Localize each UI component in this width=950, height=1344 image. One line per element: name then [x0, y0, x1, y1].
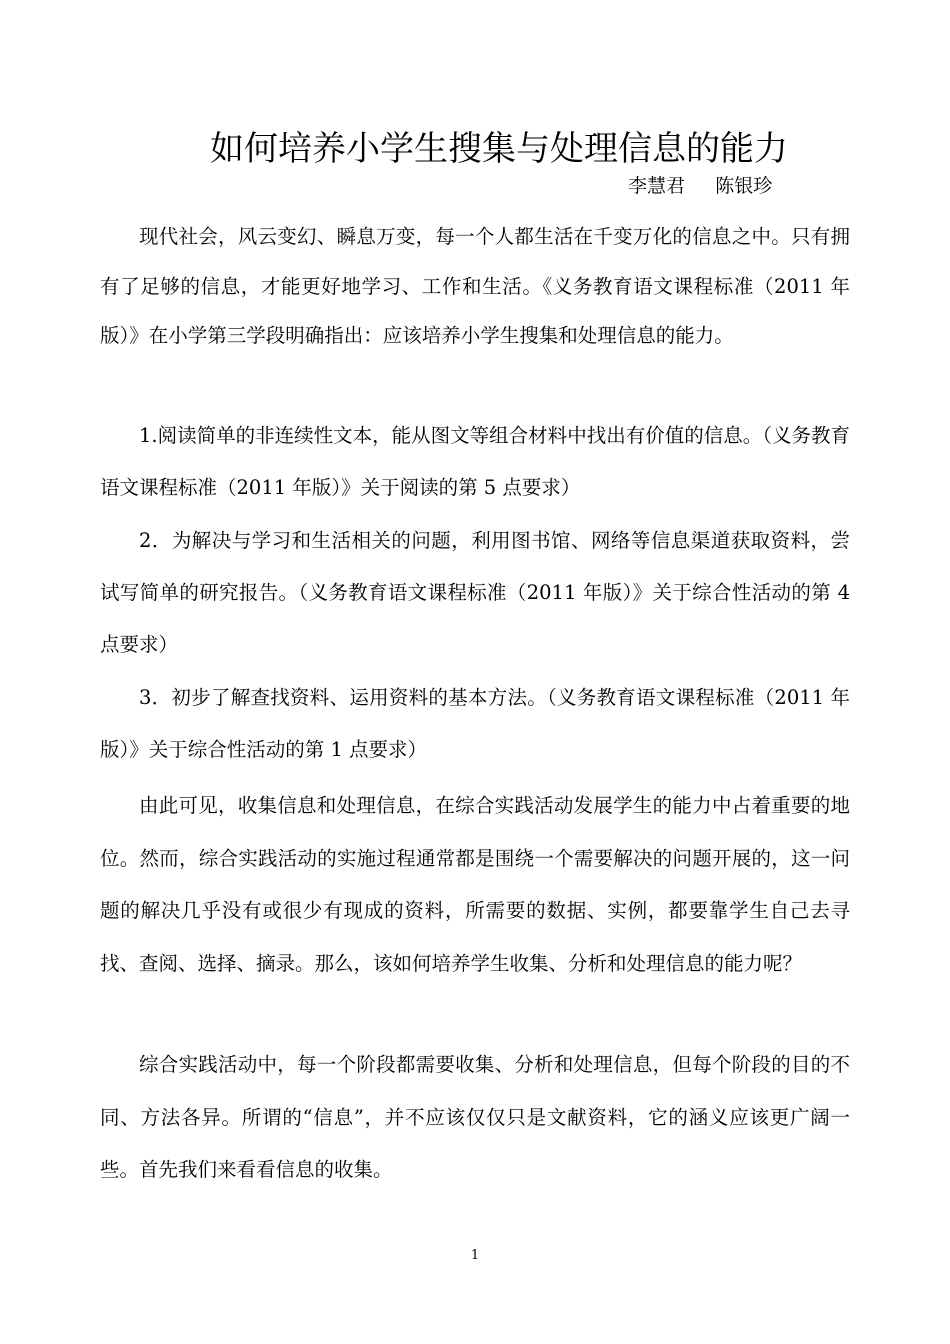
paragraph-collection: 综合实践活动中，每一个阶段都需要收集、分析和处理信息，但每个阶段的目的不同、方法各异。所谓的“信息”，并不应该仅仅只是文献资料，它的涵义应该更广阔一些。首先我们来看看信息的收集。	[100, 1053, 850, 1181]
paragraph-requirement-2: 2．为解决与学习和生活相关的问题，利用图书馆、网络等信息渠道获取资料，尝试写简单的研究报告。（义务教育语文课程标准（2011 年版）》关于综合性活动的第 4 点要求）	[100, 529, 850, 656]
paragraph-discussion: 由此可见，收集信息和处理信息，在综合实践活动发展学生的能力中占着重要的地位。然而，综合实践活动的实施过程通常都是围绕一个需要解决的问题开展的，这一问题的解决几乎没有或很少有现成的资料，所需要的数据、实例，都要靠学生自己去寻找、查阅、选择、摘录。那么，该如何培养学生收集、分析和处理信息的能力呢？	[100, 794, 850, 975]
author-names: 李慧君 陈银珍	[628, 175, 773, 197]
paragraph-requirement-1: 1.阅读简单的非连续性文本，能从图文等组合材料中找出有价值的信息。（义务教育语文课程标准（2011 年版）》关于阅读的第 5 点要求）	[100, 424, 850, 499]
paragraph-intro: 现代社会，风云变幻、瞬息万变，每一个人都生活在千变万化的信息之中。只有拥有了足够的信息，才能更好地学习、工作和生活。《义务教育语文课程标准（2011 年版）》在小学第三学段明确指出：应该培养小学生搜集和处理信息的能力。	[100, 225, 850, 347]
paragraph-requirement-3: 3．初步了解查找资料、运用资料的基本方法。（义务教育语文课程标准（2011 年版）》关于综合性活动的第 1 点要求）	[100, 686, 850, 761]
document-title: 如何培养小学生搜集与处理信息的能力	[210, 128, 788, 169]
page-number: 1	[470, 1248, 480, 1263]
